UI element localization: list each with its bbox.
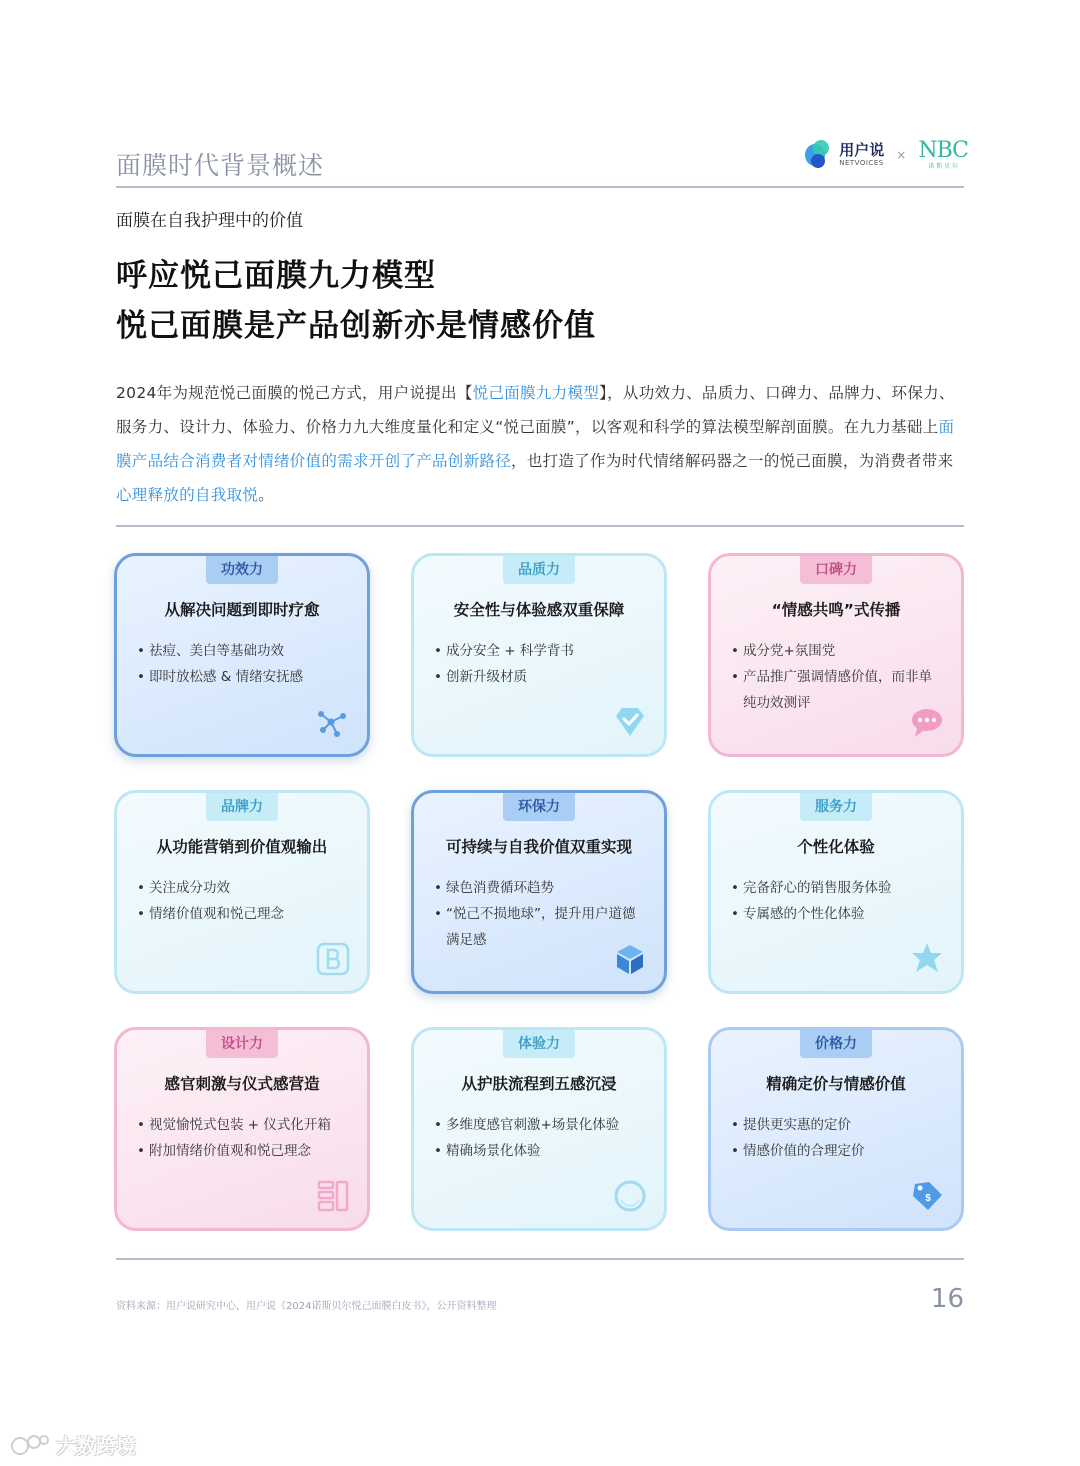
card-bullets bbox=[137, 1112, 349, 1164]
card-efficacy bbox=[114, 553, 370, 757]
svg-text:$: $ bbox=[925, 1193, 931, 1204]
card-bullet: • 专属感的个性化体验 bbox=[731, 901, 943, 927]
card-tag: 价格力 bbox=[800, 1030, 872, 1058]
card-bullets bbox=[137, 638, 349, 690]
intro-highlight-innovation: 面膜产品结合消费者对情绪价值的需求开创了产品创新路径 bbox=[116, 418, 955, 470]
card-bullet: • 完备舒心的销售服务体验 bbox=[731, 875, 943, 901]
card-bullets bbox=[731, 875, 943, 927]
watermark-logo-icon bbox=[10, 1432, 50, 1458]
intro-text-3: ，也打造了作为时代情绪解码器之一的悦己面膜，为消费者带来 bbox=[511, 452, 954, 470]
nbc-logo-text: NBC bbox=[918, 138, 968, 163]
card-bullet: • “悦己不损地球”，提升用户道德满足感 bbox=[434, 901, 646, 953]
layout-icon bbox=[315, 1178, 351, 1214]
headline-line-1: 呼应悦己面膜九力模型 bbox=[116, 258, 436, 294]
card-bullets bbox=[731, 1112, 943, 1164]
card-bullets bbox=[434, 1112, 646, 1164]
logo-name-cn: 用户说 bbox=[839, 141, 885, 159]
logo-separator: × bbox=[896, 148, 907, 162]
intro-highlight-model: 悦己面膜九力模型 bbox=[472, 384, 600, 402]
card-tag: 环保力 bbox=[503, 793, 575, 821]
intro-text-1: 2024年为规范悦己面膜的悦己方式，用户说提出【 bbox=[116, 384, 473, 402]
card-tag: 品质力 bbox=[503, 556, 575, 584]
card-bullet: • 成分安全 + 科学背书 bbox=[434, 638, 646, 664]
diamond-check-icon bbox=[612, 704, 648, 740]
card-tag: 品牌力 bbox=[206, 793, 278, 821]
nbc-logo-sub: 诺 斯 贝 尔 bbox=[928, 163, 959, 170]
card-bullet: • 附加情绪价值观和悦己理念 bbox=[137, 1138, 349, 1164]
brand-b-icon bbox=[315, 941, 351, 977]
card-title: 个性化体验 bbox=[797, 838, 875, 856]
card-bullet: • 创新升级材质 bbox=[434, 664, 646, 690]
footer-divider bbox=[116, 1258, 964, 1260]
molecule-icon bbox=[315, 704, 351, 740]
headline-line-2: 悦己面膜是产品创新亦是情感价值 bbox=[116, 308, 596, 344]
card-tag: 功效力 bbox=[206, 556, 278, 584]
watermark bbox=[10, 1430, 136, 1459]
intro-text-2: 】，从功效力、品质力、口碑力、品牌力、环保力、服务力、设计力、体验力、价格力九大维度量化和定义“悦己面膜”，以客观和科学的算法模型解剖面膜。在九力基础上 bbox=[116, 384, 955, 436]
card-tag: 口碑力 bbox=[800, 556, 872, 584]
card-bullet: • 情绪价值观和悦己理念 bbox=[137, 901, 349, 927]
card-title: 从功能营销到价值观输出 bbox=[156, 838, 328, 856]
page-number: 16 bbox=[930, 1284, 964, 1314]
card-title: 从解决问题到即时疗愈 bbox=[164, 601, 320, 619]
card-reputation bbox=[708, 553, 964, 757]
source-note: 资料来源：用户说研究中心，用户说《2024诺斯贝尔悦己面膜白皮书》，公开资料整理 bbox=[116, 1301, 497, 1312]
card-bullet: • 成分党+氛围党 bbox=[731, 638, 943, 664]
price-tag-icon bbox=[909, 1178, 945, 1214]
intro-divider bbox=[116, 525, 964, 527]
card-title: 可持续与自我价值双重实现 bbox=[445, 838, 632, 856]
card-bullet: • 产品推广强调情感价值，而非单纯功效测评 bbox=[731, 664, 943, 716]
intro-paragraph bbox=[116, 376, 966, 512]
logo-name-en: NETVOICES bbox=[839, 159, 884, 167]
page-subtitle: 面膜在自我护理中的价值 bbox=[116, 211, 303, 231]
nbc-logo bbox=[918, 140, 968, 170]
card-bullets bbox=[434, 638, 646, 690]
card-experience bbox=[411, 1027, 667, 1231]
card-eco bbox=[411, 790, 667, 994]
circle-icon bbox=[612, 1178, 648, 1214]
card-brand bbox=[114, 790, 370, 994]
card-bullets bbox=[137, 875, 349, 927]
card-bullet: • 精确场景化体验 bbox=[434, 1138, 646, 1164]
card-bullet: • 视觉愉悦式包装 + 仪式化开箱 bbox=[137, 1112, 349, 1138]
card-tag: 服务力 bbox=[800, 793, 872, 821]
card-title: 感官刺激与仪式感营造 bbox=[164, 1075, 320, 1093]
card-title: “情感共鸣”式传播 bbox=[771, 601, 901, 619]
card-bullet: • 提供更实惠的定价 bbox=[731, 1112, 943, 1138]
card-design bbox=[114, 1027, 370, 1231]
header-divider bbox=[116, 186, 964, 188]
card-tag: 体验力 bbox=[503, 1030, 575, 1058]
watermark-text: 大数跨境 bbox=[56, 1434, 136, 1458]
partner-logos bbox=[805, 140, 968, 170]
card-bullet: • 即时放松感 & 情绪安抚感 bbox=[137, 664, 349, 690]
card-title: 精确定价与情感价值 bbox=[766, 1075, 906, 1093]
card-bullet: • 祛痘、美白等基础功效 bbox=[137, 638, 349, 664]
card-title: 从护肤流程到五感沉浸 bbox=[461, 1075, 617, 1093]
card-bullet: • 绿色消费循环趋势 bbox=[434, 875, 646, 901]
section-title: 面膜时代背景概述 bbox=[116, 151, 325, 180]
netvoices-logo bbox=[839, 143, 884, 167]
card-bullet: • 情感价值的合理定价 bbox=[731, 1138, 943, 1164]
card-bullet: • 关注成分功效 bbox=[137, 875, 349, 901]
card-title: 安全性与体验感双重保障 bbox=[453, 601, 625, 619]
card-bullet: • 多维度感官刺激+场景化体验 bbox=[434, 1112, 646, 1138]
recycle-cube-icon bbox=[612, 941, 648, 977]
chat-bubble-icon bbox=[909, 704, 945, 740]
netvoices-logo-icon bbox=[805, 140, 831, 170]
intro-text-4: 。 bbox=[258, 486, 275, 504]
card-tag: 设计力 bbox=[206, 1030, 278, 1058]
card-quality bbox=[411, 553, 667, 757]
card-price bbox=[708, 1027, 964, 1231]
card-service bbox=[708, 790, 964, 994]
star-icon bbox=[909, 941, 945, 977]
intro-highlight-self: 心理释放的自我取悦 bbox=[116, 486, 259, 504]
